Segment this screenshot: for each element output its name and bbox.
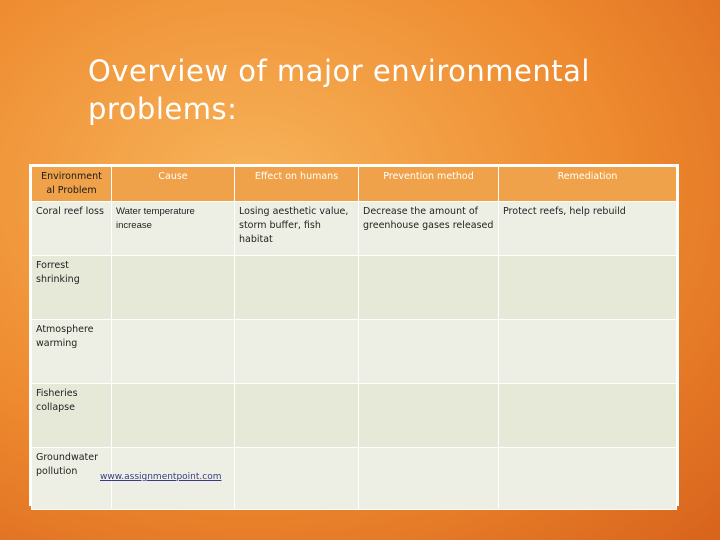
cell-effect — [235, 448, 359, 510]
cell-cause — [112, 384, 235, 448]
cell-problem: Groundwater pollution — [32, 448, 112, 510]
cell-cause: Water temperature increase — [112, 202, 235, 256]
cell-problem: Fisheries collapse — [32, 384, 112, 448]
cell-remediation — [499, 448, 677, 510]
cell-prevention — [359, 320, 499, 384]
header-effect: Effect on humans — [235, 167, 359, 202]
cell-effect — [235, 256, 359, 320]
cell-effect — [235, 320, 359, 384]
table-row — [32, 384, 677, 448]
footer-link[interactable]: www.assignmentpoint.com — [100, 472, 222, 482]
cell-problem: Coral reef loss — [32, 202, 112, 256]
table-row — [32, 320, 677, 384]
cell-effect: Losing aesthetic value, storm buffer, fish habitat — [235, 202, 359, 256]
header-problem: Environment al Problem — [32, 167, 112, 202]
cell-remediation — [499, 384, 677, 448]
cell-cause — [112, 256, 235, 320]
table-header-row — [32, 167, 677, 202]
cell-problem: Atmosphere warming — [32, 320, 112, 384]
cell-prevention: Decrease the amount of greenhouse gases released — [359, 202, 499, 256]
cell-cause — [112, 320, 235, 384]
cell-remediation: Protect reefs, help rebuild — [499, 202, 677, 256]
cell-problem: Forrest shrinking — [32, 256, 112, 320]
cell-prevention — [359, 256, 499, 320]
environment-table — [29, 164, 679, 506]
slide-title: Overview of major environmental problems: — [88, 54, 590, 126]
cell-remediation — [499, 256, 677, 320]
header-cause: Cause — [112, 167, 235, 202]
cell-prevention — [359, 448, 499, 510]
cell-effect — [235, 384, 359, 448]
table-row — [32, 256, 677, 320]
cell-prevention — [359, 384, 499, 448]
header-prevention: Prevention method — [359, 167, 499, 202]
cell-remediation — [499, 320, 677, 384]
table-row — [32, 202, 677, 256]
header-remediation: Remediation — [499, 167, 677, 202]
